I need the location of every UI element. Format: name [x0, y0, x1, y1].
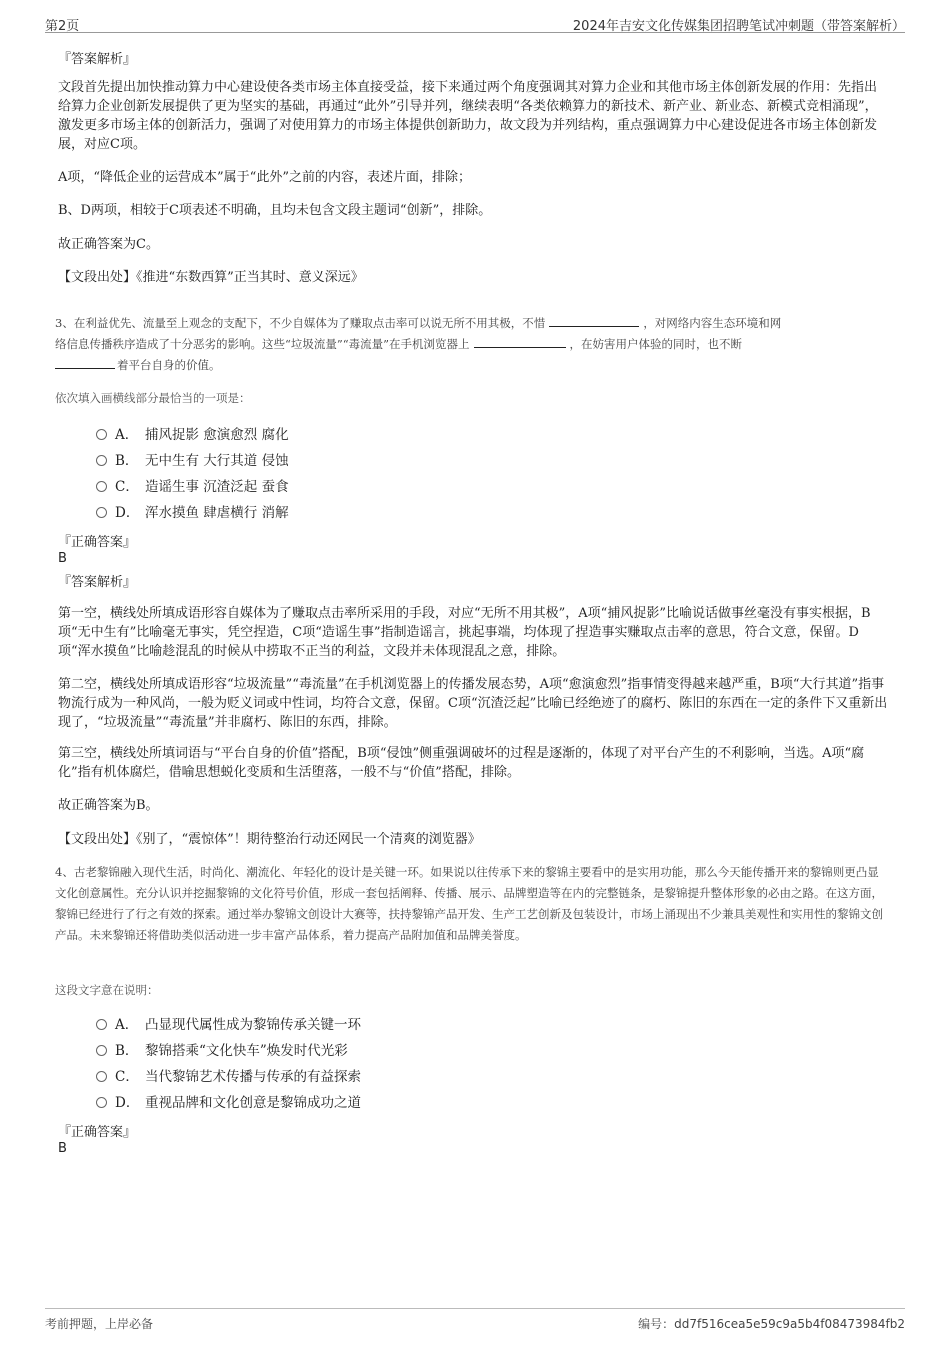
analysis-label: 『答案解析』	[58, 575, 137, 590]
footer-slogan: 考前押题，上岸必备	[45, 1317, 154, 1331]
correct-answer: B	[58, 1141, 67, 1156]
radio-icon[interactable]	[96, 1097, 107, 1108]
fill-blank	[474, 335, 566, 348]
fill-blank	[55, 356, 115, 369]
analysis-label: 『答案解析』	[58, 52, 137, 67]
page-header	[45, 12, 905, 33]
radio-icon[interactable]	[96, 455, 107, 466]
radio-icon[interactable]	[96, 1071, 107, 1082]
question-prompt: 依次填入画横线部分最恰当的一项是：	[55, 391, 251, 405]
analysis-paragraph: B、D两项，相较于C项表述不明确，且均未包含文段主题词“创新”，排除。	[58, 203, 492, 218]
page-number: 第2页	[45, 19, 80, 34]
option-b[interactable]: B． 无中生有 大行其道 侵蚀	[96, 451, 289, 471]
analysis-paragraph: 文段首先提出加快推动算力中心建设使各类市场主体直接受益，接下来通过两个角度强调其对算力企业和其他市场主体创新发展的作用：先指出给算力企业创新发展提供了更为坚实的基础，再通过“此外”引导并列，继续表明“各类依赖算力的新技术、新产业、新业态、新模式竞相涌现”，激发更多市场主体的创新活力，强调了对使用算力的市场主体提供创新助力，故文段为并列结构，重点强调算力中心建设促进各市场主体创新发展，对应C项。	[58, 80, 878, 152]
question-prompt: 这段文字意在说明：	[55, 983, 159, 997]
option-a[interactable]: A． 凸显现代属性成为黎锦传承关键一环	[96, 1015, 361, 1035]
question-4-stem: 4、古老黎锦融入现代生活，时尚化、潮流化、年轻化的设计是关键一环。如果说以往传承下来的黎锦主要看中的是实用功能，那么今天能传播开来的黎锦则更凸显文化创意属性。充分认识并挖掘黎锦的文化符号价值，形成一套包括阐释、传播、展示、品牌塑造等在内的完整链条，是黎锦提升整体形象的必由之路。在这方面，黎锦已经进行了行之有效的探索。通过举办黎锦文创设计大赛等，扶持黎锦产品开发、生产工艺创新及包装设计，市场上涌现出不少兼具美观性和实用性的黎锦文创产品。未来黎锦还将借助类似活动进一步丰富产品体系，着力提高产品附加值和品牌美誉度。	[55, 865, 883, 942]
radio-icon[interactable]	[96, 1019, 107, 1030]
radio-icon[interactable]	[96, 481, 107, 492]
question-3-stem: 3、在利益优先、流量至上观念的支配下，不少自媒体为了赚取点击率可以说无所不用其极，不惜 ，对网络内容生态环境和网 络信息传播秩序造成了十分恶劣的影响。这些“垃圾流量”“毒流量”在手机浏览器上 ，在妨害用户体验的同时，也不断 着平台自身的价值。	[55, 316, 782, 372]
radio-icon[interactable]	[96, 507, 107, 518]
radio-icon[interactable]	[96, 1045, 107, 1056]
analysis-paragraph: 第二空，横线处所填成语形容“垃圾流量”“毒流量”在手机浏览器上的传播发展态势，A项“愈演愈烈”指事情变得越来越严重，B项“大行其道”指事物流行成为一种风尚，一般为贬义词或中性词，均符合文意，保留。C项“沉渣泛起”比喻已经绝迹了的腐朽、陈旧的东西在一定的条件下又重新出现了，“垃圾流量”“毒流量”并非腐朽、陈旧的东西，排除。	[58, 677, 888, 730]
option-c[interactable]: C． 当代黎锦艺术传播与传承的有益探索	[96, 1067, 361, 1087]
fill-blank	[549, 314, 639, 327]
analysis-paragraph: 故正确答案为C。	[58, 237, 159, 252]
option-d[interactable]: D． 浑水摸鱼 肆虐横行 消解	[96, 503, 289, 523]
option-c[interactable]: C． 造谣生事 沉渣泛起 蚕食	[96, 477, 289, 497]
page-footer	[45, 1308, 905, 1339]
document-id: 编号：dd7f516cea5e59c9a5b4f08473984fb2	[638, 1317, 905, 1331]
option-b[interactable]: B． 黎锦搭乘“文化快车”焕发时代光彩	[96, 1041, 348, 1061]
correct-answer: B	[58, 551, 67, 566]
source-citation: 【文段出处】《别了，“震惊体”！期待整治行动还网民一个清爽的浏览器》	[58, 832, 481, 847]
option-d[interactable]: D． 重视品牌和文化创意是黎锦成功之道	[96, 1093, 361, 1113]
correct-answer-label: 『正确答案』	[58, 1125, 137, 1140]
analysis-paragraph: A项，“降低企业的运营成本”属于“此外”之前的内容，表述片面，排除；	[58, 170, 471, 185]
analysis-paragraph: 第一空，横线处所填成语形容自媒体为了赚取点击率所采用的手段，对应“无所不用其极”，A项“捕风捉影”比喻说话做事丝毫没有事实根据，B项“无中生有”比喻毫无事实，凭空捏造，C项“造谣生事”指制造谣言，挑起事端，均体现了捏造事实赚取点击率的意思，符合文意，保留。D项“浑水摸鱼”比喻趁混乱的时候从中捞取不正当的利益，文段并未体现混乱之意，排除。	[58, 606, 871, 659]
correct-answer-label: 『正确答案』	[58, 535, 137, 550]
document-title: 2024年吉安文化传媒集团招聘笔试冲刺题（带答案解析）	[572, 19, 905, 34]
option-a[interactable]: A． 捕风捉影 愈演愈烈 腐化	[96, 425, 289, 445]
analysis-paragraph: 第三空，横线处所填词语与“平台自身的价值”搭配，B项“侵蚀”侧重强调破坏的过程是逐渐的，体现了对平台产生的不利影响，当选。A项“腐化”指有机体腐烂，借喻思想蜕化变质和生活堕落，一般不与“价值”搭配，排除。	[58, 746, 865, 780]
radio-icon[interactable]	[96, 429, 107, 440]
analysis-paragraph: 故正确答案为B。	[58, 798, 159, 813]
source-citation: 【文段出处】《推进“东数西算”正当其时、意义深远》	[58, 270, 364, 285]
